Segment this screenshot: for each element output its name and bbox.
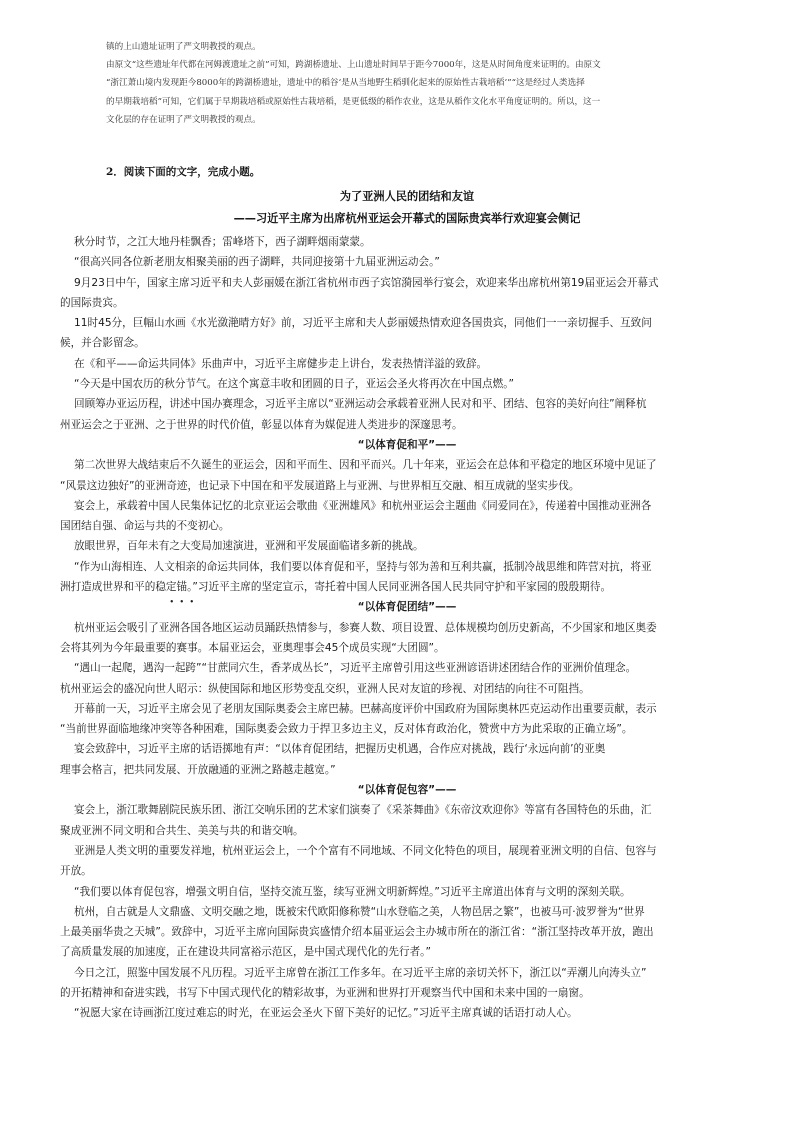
article-line: “很高兴同各位新老朋友相聚美丽的西子湖畔，共同迎接第十九届亚洲运动会。” (74, 256, 440, 269)
article-subtitle: ——习近平主席为出席杭州亚运会开幕式的国际贵宾举行欢迎宴会侧记 (233, 212, 581, 225)
article-line: 开幕前一天，习近平主席会见了老朋友国际奥委会主席巴赫。巴赫高度评价中国政府为国际奥林匹克运动作出重要贡献，表示 (74, 702, 657, 715)
section-heading: “以体育促和平”—— (357, 438, 457, 451)
article-line: 杭州亚运会吸引了亚洲各国各地区运动员踊跃热情参与，参赛人数、项目设置、总体规模均创历史新高，不少国家和地区奥委 (74, 621, 657, 634)
previous-answer-line: 镇的上山遗址证明了严文明教授的观点。 (106, 42, 261, 52)
previous-answer-line: 的早期栽培稻”可知，它们属于早期栽培稻或原始性古栽培稻，是更低级的稻作农业，这是从稻作文化水平角度证明的。所以，这一 (106, 96, 601, 107)
article-line: 放眼世界，百年未有之大变局加速演进，亚洲和平发展面临诸多新的挑战。 (74, 540, 424, 553)
article-line: 亚洲是人类文明的重要发祥地，杭州亚运会上，一个个富有不同地域、不同文化特色的项目，展现着亚洲文明的自信、包容与 (74, 844, 657, 857)
article-line: 在《和平——命运共同体》乐曲声中，习近平主席健步走上讲台，发表热情洋溢的致辞。 (74, 357, 488, 370)
article-line: “我们要以体育促包容，增强文明自信，坚持交流互鉴，续写亚洲文明新辉煌。”习近平主席道出体育与文明的深刻关联。 (74, 885, 631, 898)
article-line: 11时45分，巨幅山水画《水光潋滟晴方好》前，习近平主席和夫人彭丽媛热情欢迎各国贵宾，同他们一一亲切握手、互致问 (74, 317, 652, 330)
article-line: “祝愿大家在诗画浙江度过难忘的时光，在亚运会圣火下留下美好的记忆。”习近平主席真诚的话语打动人心。 (74, 1007, 578, 1020)
article-line: 秋分时节，之江大地丹桂飘香；雷峰塔下，西子湖畔烟雨蒙蒙。 (74, 236, 371, 248)
article-line: 理事会格言，把共同发展、开放融通的亚洲之路越走越宽。” (60, 763, 336, 776)
article-line: 的国际贵宾。 (60, 296, 124, 309)
article-line: 聚成亚洲不同文明和合共生、美美与共的和谐交响。 (60, 824, 304, 837)
article-line: “当前世界面临地缘冲突等各种困难，国际奥委会致力于捍卫多边主义，反对体育政治化，赞赏中方为此采取的正确立场”。 (60, 723, 633, 736)
article-line: 杭州亚运会的盛况向世人昭示：纵使国际和地区形势变乱交织，亚洲人民对友谊的珍视、对团结的向往不可阻挡。 (60, 682, 590, 695)
section-heading: “以体育促包容”—— (357, 784, 457, 797)
emphasis-dots: • • • (170, 597, 196, 608)
article-line: 了高质量发展的加速度，正在建设共同富裕示范区，是中国式现代化的先行者。” (60, 946, 431, 959)
article-line: 宴会上，浙江歌舞剧院民族乐团、浙江交响乐团的艺术家们演奏了《采茶舞曲》《东帝汶欢迎你》等富有各国特色的乐曲，汇 (74, 804, 652, 817)
article-line: “今天是中国农历的秋分节气。在这个寓意丰收和团圆的日子，亚运会圣火将再次在中国点燃。” (74, 378, 515, 391)
article-line: 宴会上，承载着中国人民集体记忆的北京亚运会歌曲《亚洲雄风》和杭州亚运会主题曲《同爱同在》，传递着中国推动亚洲各 (74, 499, 652, 512)
article-line: 开放。 (60, 865, 92, 878)
previous-answer-line: “浙江萧山境内发现距今8000年的跨湖桥遗址，遗址中的稻谷‘是从当地野生稻驯化起来的原始性古栽培稻’”“这是经过人类选择 (106, 78, 585, 89)
previous-answer-line: 由原文“这些遗址年代都在河姆渡遗址之前”可知，跨湖桥遗址、上山遗址时间早于距今7000年，这是从时间角度来证明的。由原文 (106, 60, 601, 71)
section-heading: “以体育促团结”—— (357, 601, 457, 614)
article-line: 杭州，自古就是人文鼎盛、文明交融之地，既被宋代欧阳修称赞“山水登临之美，人物邑居之繁”，也被马可·波罗誉为“世界 (74, 905, 645, 918)
article-line: 上最美丽华贵之天城”。致辞中，习近平主席向国际贵宾盛情介绍本届亚运会主办城市所在的浙江省：“浙江坚持改革开放，跑出 (60, 926, 654, 939)
article-line: 国团结自强、命运与共的不变初心。 (60, 520, 230, 533)
article-line: 宴会致辞中，习近平主席的话语掷地有声：“以体育促团结，把握历史机遇，合作应对挑战，践行‘永远向前’的亚奥 (74, 743, 606, 756)
article-title: 为了亚洲人民的团结和友谊 (339, 190, 475, 203)
article-line: “遇山一起爬，遇沟一起跨”“甘蔗同穴生，香茅成丛长”，习近平主席曾引用这些亚洲谚语讲述团结合作的亚洲价值理念。 (74, 662, 637, 675)
article-line: “作为山海相连、人文相亲的命运共同体，我们要以体育促和平，坚持与邻为善和互利共赢，抵制冷战思维和阵营对抗，将亚 (74, 560, 652, 573)
article-line: 今日之江，照鉴中国发展不凡历程。习近平主席曾在浙江工作多年。在习近平主席的亲切关怀下，浙江以“弄潮儿向涛头立” (74, 966, 647, 979)
article-line: 第二次世界大战结束后不久诞生的亚运会，因和平而生、因和平而兴。几十年来，亚运会在总体和平稳定的地区环境中见证了 (74, 459, 657, 472)
question-heading: 2．阅读下面的文字，完成小题。 (106, 166, 261, 178)
article-line: 洲打造成世界和平的稳定锚。”习近平主席的坚定宣示，寄托着中国人民同亚洲各国人民共同守护和平家园的殷殷期待。 (60, 581, 612, 594)
article-line: 的开拓精神和奋进实践，书写下中国式现代化的精彩故事，为亚洲和世界打开观察当代中国和未来中国的一扇窗。 (60, 986, 590, 999)
article-line: 会将其列为今年最重要的赛事。本届亚运会，亚奥理事会45个成员实现“大团圆”。 (60, 641, 445, 654)
article-line: “风景这边独好”的亚洲奇迹，也记录下中国在和平发展道路上与亚洲、与世界相互交融、相互成就的坚实步伐。 (60, 479, 580, 492)
article-line: 州亚运会之于亚洲、之于世界的时代价值，彰显以体育为媒促进人类进步的深邃思考。 (60, 418, 463, 431)
article-line: 候，并合影留念。 (60, 337, 145, 350)
article-line: 9月23日中午，国家主席习近平和夫人彭丽媛在浙江省杭州市西子宾馆漪园举行宴会，欢迎来华出席杭州第19届亚运会开幕式 (74, 276, 659, 289)
previous-answer-line: 文化层的存在证明了严文明教授的观点。 (106, 114, 261, 125)
article-body (60, 232, 754, 1024)
previous-answer-text (106, 38, 706, 129)
article-line: 回顾筹办亚运历程，讲述中国办赛理念，习近平主席以“亚洲运动会承载着亚洲人民对和平、团结、包容的美好向往”阐释杭 (74, 398, 647, 411)
